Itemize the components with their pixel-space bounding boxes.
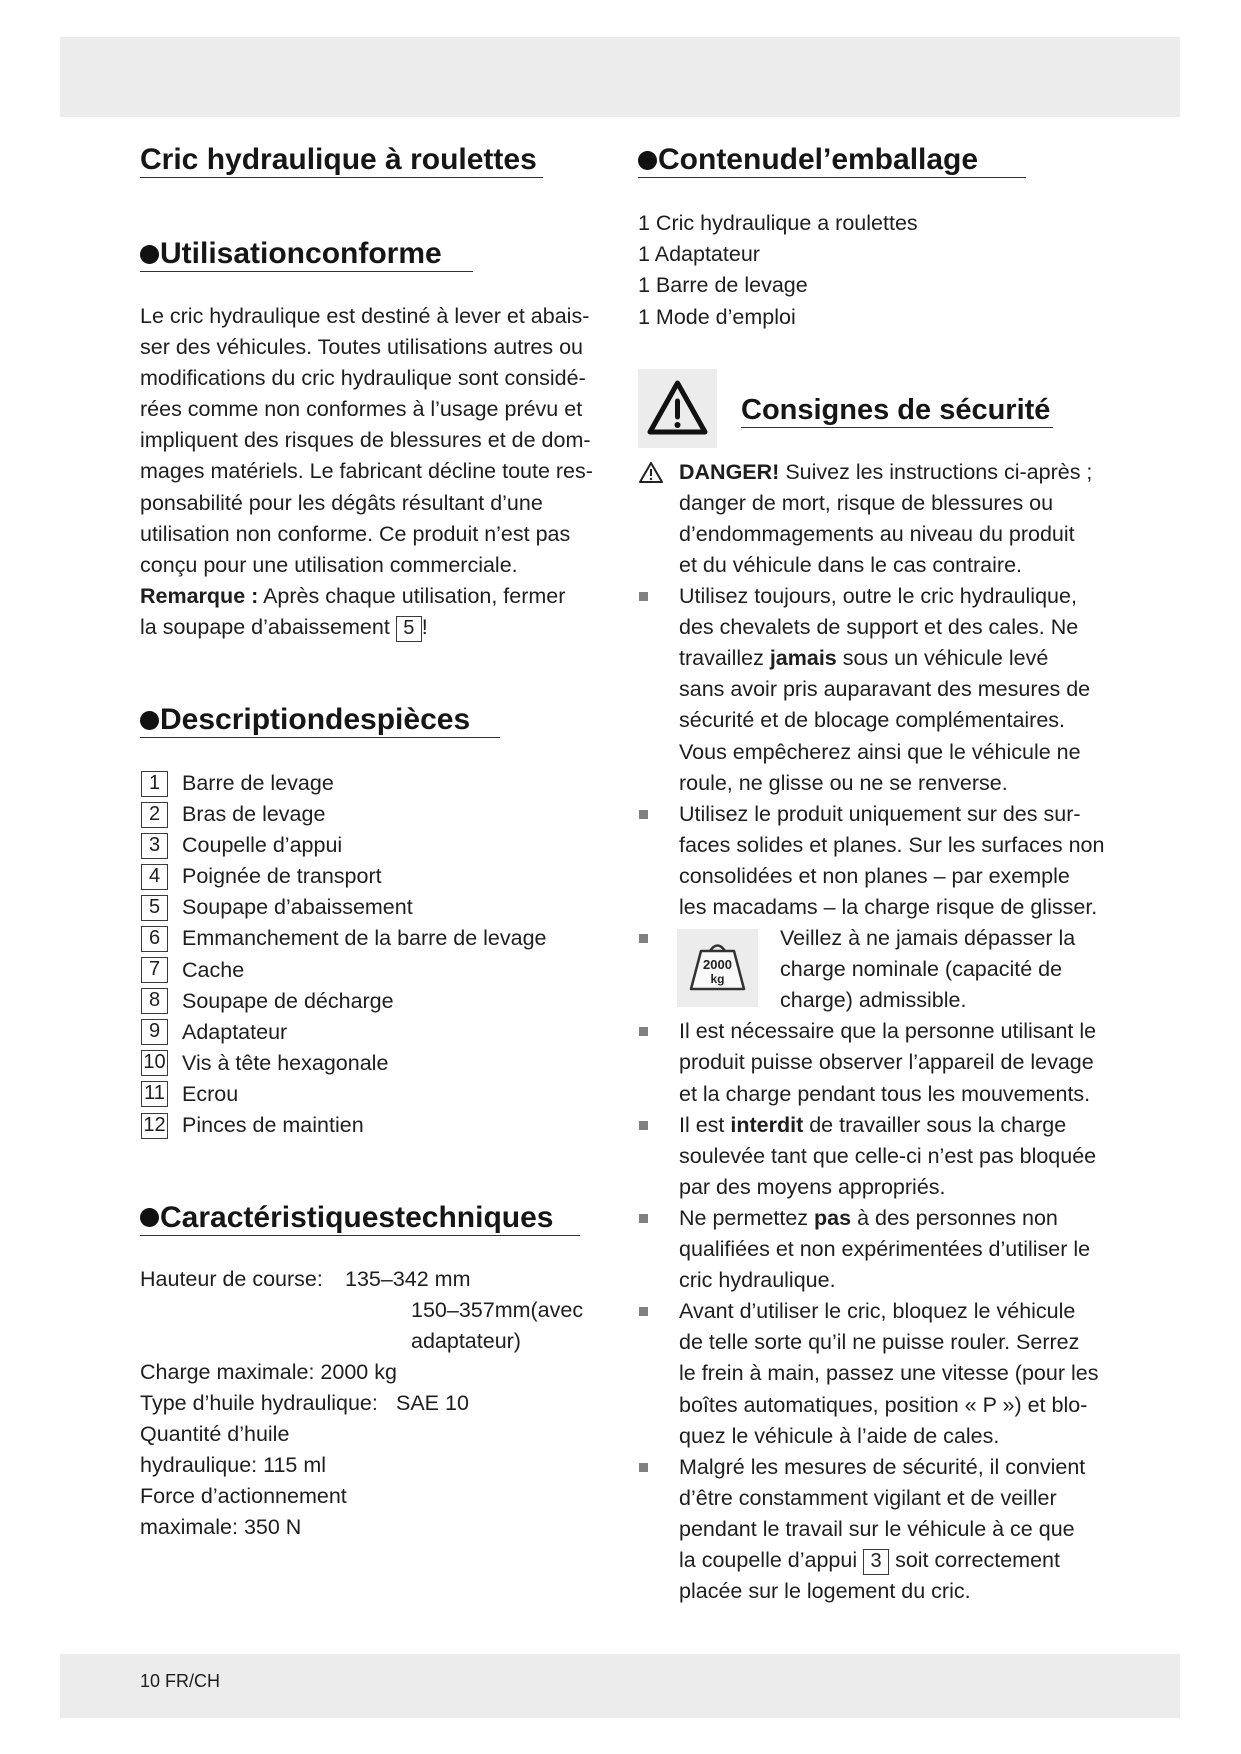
- text-line: [638, 1110, 1158, 1141]
- text-line: pendant le travail sur le véhicule à ce que: [679, 1516, 1075, 1541]
- part-number: 3: [141, 833, 168, 859]
- spec-row: [140, 1264, 580, 1295]
- specs-list: [140, 1264, 584, 1544]
- text-line: Vous empêcherez ainsi que le véhicule ne: [679, 739, 1081, 764]
- text-line: boîtes automatiques, position « P ») et blo-: [679, 1392, 1088, 1417]
- text-line: sans avoir pris auparavant des mesures de: [679, 677, 1091, 702]
- text-line: Il est nécessaire que la personne utilisant le: [679, 1019, 1097, 1044]
- parts-list: [140, 768, 580, 1141]
- part-label: Adaptateur: [182, 1019, 288, 1044]
- text-line: [638, 643, 1158, 674]
- page-title-text: Cric hydraulique à roulettes: [140, 143, 537, 176]
- text-line: d’endommagements au niveau du produit: [679, 521, 1075, 546]
- load-icon-value: 2000: [703, 957, 732, 973]
- safety-heading: [741, 393, 1053, 428]
- spec-row: Force d’actionnement: [140, 1484, 347, 1509]
- list-item: 1 Adaptateur: [638, 242, 760, 267]
- remark-line: [140, 612, 593, 643]
- spec-value: SAE 10: [396, 1390, 469, 1415]
- spec-row: Quantité d’huile: [140, 1421, 290, 1446]
- safety-bullet: [638, 581, 1158, 799]
- spec-value: 150–357mm(avec: [411, 1297, 584, 1322]
- text-line: qualifiées et non expérimentées d’utiliser le: [679, 1237, 1091, 1262]
- text-line: des chevalets de support et des cales. Ne: [679, 615, 1079, 640]
- text-segment: Ne permettez: [679, 1205, 815, 1230]
- text-line: de telle sorte qu’il ne puisse rouler. Serrez: [679, 1330, 1080, 1355]
- safety-bullet: [638, 923, 1158, 1016]
- contents-heading: [638, 143, 1026, 178]
- safety-bullet: [638, 1110, 1158, 1203]
- remark-label: Remarque :: [140, 583, 259, 608]
- heading-bullet-icon: [140, 1208, 159, 1227]
- text-line: [638, 1545, 1158, 1576]
- part-reference: 3: [863, 1549, 889, 1575]
- text-line: Le cric hydraulique est destiné à lever et abais-: [140, 304, 590, 328]
- text-line: quez le véhicule à l’aide de cales.: [679, 1423, 1000, 1448]
- package-contents: [638, 208, 918, 332]
- warning-sign: [638, 369, 717, 448]
- text-line: roule, ne glisse ou ne se renverse.: [679, 770, 1008, 795]
- text-line: rées comme non conformes à l’usage prévu et: [140, 397, 583, 422]
- spec-value: adaptateur): [411, 1328, 521, 1353]
- text-line: [638, 457, 1158, 488]
- text-line: Utilisez le produit uniquement sur des sur-: [679, 801, 1081, 826]
- page-title: [140, 143, 543, 178]
- part-label: Barre de levage: [182, 771, 334, 795]
- text-line: [638, 1203, 1158, 1234]
- remark-text: Après chaque utilisation, fermer: [258, 583, 566, 608]
- spec-label: Hauteur de course:: [140, 1266, 323, 1291]
- text-line: Malgré les mesures de sécurité, il convient: [679, 1454, 1086, 1479]
- text-line: modifications du cric hydraulique sont considé-: [140, 366, 586, 391]
- text-line: d’être constamment vigilant et de veiller: [679, 1485, 1057, 1510]
- list-item: [140, 1017, 580, 1048]
- list-item: [140, 830, 580, 861]
- text-line: consolidées et non planes – par exemple: [679, 863, 1070, 888]
- text-line: Utilisez toujours, outre le cric hydraulique,: [679, 584, 1077, 609]
- text-line: Avant d’utiliser le cric, bloquez le véhicule: [679, 1299, 1076, 1324]
- usage-heading: [140, 237, 473, 272]
- danger-notice: [638, 457, 1158, 581]
- list-item: [140, 986, 580, 1017]
- text-segment: à des personnes non: [851, 1205, 1058, 1230]
- text-line: et la charge pendant tous les mouvements.: [679, 1081, 1091, 1106]
- text-segment: sous un véhicule levé: [836, 646, 1049, 671]
- spec-row: [140, 1295, 584, 1326]
- specs-heading: [140, 1201, 580, 1236]
- contents-heading-text: Contenudel’emballage: [658, 143, 979, 176]
- emphasis: jamais: [769, 646, 837, 671]
- text-line: charge nominale (capacité de: [780, 957, 1063, 982]
- list-item: [140, 1110, 580, 1141]
- parts-heading-text: Descriptiondespièces: [160, 703, 471, 736]
- danger-label: DANGER!: [679, 459, 780, 484]
- part-number: 10: [141, 1050, 168, 1076]
- part-label: Poignée de transport: [182, 864, 382, 889]
- parts-heading: [140, 703, 500, 738]
- remark-text: la soupape d’abaissement: [140, 614, 396, 639]
- list-item: [140, 799, 580, 830]
- spec-label: Type d’huile hydraulique:: [140, 1390, 378, 1415]
- part-label: Ecrou: [182, 1081, 239, 1106]
- emphasis: pas: [814, 1205, 852, 1230]
- spec-row: [140, 1326, 580, 1357]
- part-label: Emmanchement de la barre de levage: [182, 926, 547, 951]
- safety-bullet: [638, 1016, 1158, 1109]
- text-line: soulevée tant que celle-ci n’est pas bloquée: [679, 1143, 1097, 1168]
- list-item: [140, 923, 580, 954]
- usage-paragraph: [140, 301, 593, 643]
- text-segment: la coupelle d’appui: [679, 1547, 864, 1572]
- part-number: 8: [141, 988, 168, 1014]
- warning-triangle-icon: [638, 369, 717, 448]
- text-line: conçu pour une utilisation commerciale.: [140, 552, 518, 577]
- text-line: sécurité et de blocage complémentaires.: [679, 708, 1066, 733]
- heading-bullet-icon: [140, 711, 159, 730]
- page-number: 10 FR/CH: [140, 1671, 221, 1691]
- spec-value: 135–342 mm: [345, 1266, 471, 1291]
- safety-bullet: [638, 1203, 1158, 1296]
- heading-bullet-icon: [140, 245, 159, 264]
- text-line: charge) admissible.: [780, 988, 967, 1013]
- part-reference: 5: [396, 616, 422, 642]
- part-number: 4: [141, 864, 168, 890]
- list-item: [140, 892, 580, 923]
- part-label: Pinces de maintien: [182, 1113, 364, 1138]
- spec-row: [140, 1388, 580, 1419]
- usage-heading-text: Utilisationconforme: [160, 237, 442, 270]
- safety-bullet: [638, 1452, 1158, 1607]
- spec-row: maximale: 350 N: [140, 1515, 302, 1540]
- safety-instructions: [638, 457, 1158, 1607]
- list-item: 1 Mode d’emploi: [638, 304, 796, 329]
- safety-heading-text: Consignes de sécurité: [741, 393, 1051, 426]
- list-item: [140, 1048, 580, 1079]
- part-number: 9: [141, 1019, 168, 1045]
- text-line: cric hydraulique.: [679, 1268, 836, 1293]
- part-label: Vis à tête hexagonale: [182, 1050, 389, 1075]
- part-label: Coupelle d’appui: [182, 833, 343, 858]
- list-item: [140, 768, 580, 799]
- list-item: [140, 955, 580, 986]
- part-number: 5: [141, 895, 168, 921]
- load-icon-unit: kg: [710, 972, 725, 987]
- list-item: [140, 861, 580, 892]
- safety-bullet: [638, 799, 1158, 923]
- header-band: [60, 37, 1180, 117]
- list-item: [140, 1079, 580, 1110]
- specs-heading-text: Caractéristiquestechniques: [160, 1200, 554, 1234]
- text-line: ser des véhicules. Toutes utilisations autres ou: [140, 335, 583, 360]
- list-item: 1 Cric hydraulique a roulettes: [638, 211, 918, 236]
- text-line: utilisation non conforme. Ce produit n’est pas: [140, 521, 571, 546]
- heading-bullet-icon: [638, 151, 657, 170]
- text-line: danger de mort, risque de blessures ou: [679, 490, 1054, 515]
- part-number: 6: [141, 926, 168, 952]
- text-line: placée sur le logement du cric.: [679, 1579, 971, 1604]
- text-line: impliquent des risques de blessures et de dom-: [140, 428, 591, 453]
- part-label: Soupape de décharge: [182, 988, 394, 1013]
- part-label: Bras de levage: [182, 802, 326, 827]
- text-segment: de travailler sous la charge: [803, 1112, 1067, 1137]
- text-segment: travaillez: [679, 646, 770, 671]
- text-line: produit puisse observer l’appareil de levage: [679, 1050, 1094, 1075]
- emphasis: interdit: [730, 1112, 804, 1137]
- text-line: les macadams – la charge risque de glisser.: [679, 895, 1098, 919]
- text-line: mages matériels. Le fabricant décline toute res-: [140, 459, 593, 484]
- text-line: ponsabilité pour les dégâts résultant d’une: [140, 490, 543, 515]
- list-item: 1 Barre de levage: [638, 273, 808, 298]
- text-segment: Il est: [679, 1112, 731, 1137]
- safety-bullet: [638, 1296, 1158, 1451]
- remark-text: !: [421, 614, 428, 639]
- text-segment: soit correctement: [889, 1547, 1060, 1572]
- text-line: faces solides et planes. Sur les surfaces non: [679, 832, 1105, 857]
- danger-text: Suivez les instructions ci-après ;: [779, 459, 1093, 484]
- part-number: 12: [141, 1113, 168, 1139]
- part-label: Soupape d’abaissement: [182, 895, 413, 920]
- part-number: 11: [141, 1081, 168, 1107]
- text-line: Veillez à ne jamais dépasser la: [780, 926, 1076, 951]
- part-number: 7: [141, 957, 168, 983]
- text-line: par des moyens appropriés.: [679, 1174, 946, 1199]
- text-line: et du véhicule dans le cas contraire.: [679, 552, 1023, 577]
- part-number: 1: [141, 771, 168, 797]
- spec-row: hydraulique: 115 ml: [140, 1453, 327, 1478]
- spec-row: Charge maximale: 2000 kg: [140, 1359, 397, 1384]
- footer-band: [60, 1654, 1180, 1718]
- text-line: le frein à main, passez une vitesse (pour les: [679, 1361, 1099, 1386]
- remark-line: [140, 581, 593, 612]
- part-number: 2: [141, 802, 168, 828]
- part-label: Cache: [182, 957, 245, 982]
